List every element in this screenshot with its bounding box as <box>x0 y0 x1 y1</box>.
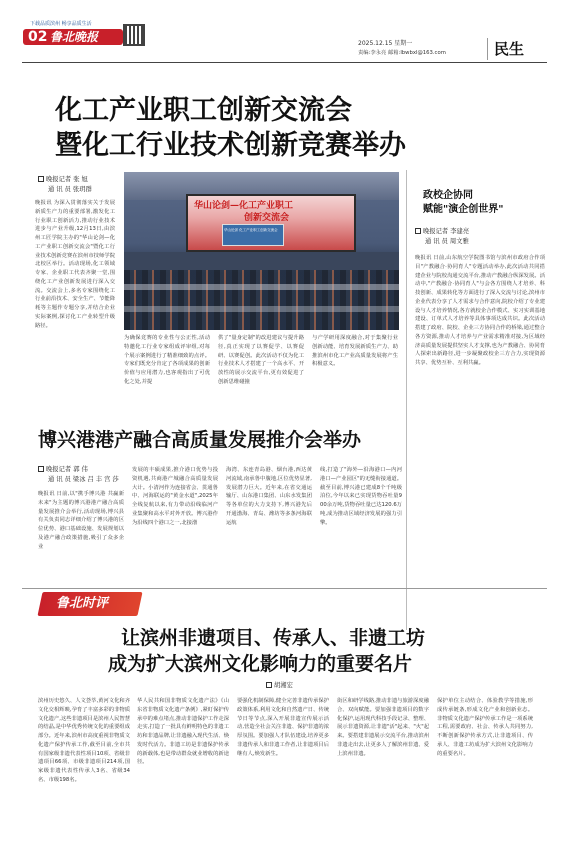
masthead-rule <box>22 62 547 63</box>
qr-code <box>123 24 145 46</box>
byline-marker-icon <box>415 228 421 234</box>
article2-correspondent: 通 讯 员 梁冰 吕 丰 宫 莎 <box>48 476 119 483</box>
article2-byline <box>38 465 119 485</box>
page-number: 02 <box>28 29 48 45</box>
sidebar-reporter: 晚报记者 李建亮 <box>423 228 470 235</box>
article2-col1: 晚报讯 日前,以"携手博兴港 共赢新未来"为主题的博兴港港产融合高质量发展推介会举行,活动现场,博兴县有关负责同志详细介绍了博兴港的区位优势、港口基础设施、发展规划以及港产融合政策措施,吸引了众多企业 <box>38 491 124 550</box>
article1-title-line1: 化工产业职工创新交流会 <box>55 95 352 126</box>
sidebar-byline <box>415 227 469 247</box>
article2-reporter: 晚报记者 郭 伟 <box>46 466 88 473</box>
photo-banner-line2: 创新交流会 <box>244 213 290 223</box>
commentary-tag: 鲁北时评 <box>56 596 109 611</box>
commentary-author: 胡湘宏 <box>274 682 293 689</box>
sidebar-divider <box>406 170 407 630</box>
article1-reporter: 晚报记者 张 旭 <box>46 176 88 183</box>
slogan: 下载品质滨州 畅享品质生活 <box>30 21 92 27</box>
photo-table-row <box>124 284 399 290</box>
editor-info: 责编:李永亮 邮箱:lbwbxl@163.com <box>358 50 446 56</box>
sidebar-correspondent: 通 讯 员 周文雅 <box>425 238 469 245</box>
masthead <box>0 0 569 66</box>
photo-banner-line1: 华山论剑—化工产业职工 <box>194 201 294 211</box>
article1-col3: 供了"量身定制"的改进建议与提升路径,真正实现了以赛促学、以赛促研、以赛促创。此次活动不仅为化工行业技术人才搭建了一个高水平、开放性的展示交流平台,更有效促进了创新思维碰撞 <box>218 335 304 385</box>
photo-audience <box>124 270 399 330</box>
sidebar-text: 晚报讯 日前,山东航空学院图书馆与滨州市政府合作项目"产教融合·协同育人"专题活动举办,此次活动共同搭建企业与院校沟通交流平台,推动产教融合纵深发展。活动中,"产教融合·协同育人"与会各方围绕人才培养、科技创新、成果转化等方面进行了深入交流与讨论,滨州市企业代表分享了人才需求与合作意向,院校介绍了专业建设与人才培养情况,各方就校企合作模式、实习实训基地建设、订单式人才培养等具体事项达成共识。此次活动搭建了政府、院校、企业三方协同合作的桥梁,通过整合各方资源,推动人才培养与产业需求精准对接,为区域经济高质量发展提供坚实人才支撑,也为产教融合、协同育人探索出新路径,进一步凝聚政校企三方合力,实现资源共享、优势互补、互利共赢。 <box>415 255 545 366</box>
byline-marker-icon <box>266 682 272 688</box>
article1-correspondent: 通 讯 员 张玥群 <box>48 186 92 193</box>
commentary-byline <box>266 681 293 691</box>
article1-col4: 与产学研用深度融合,对于集聚行业创新动能、培育发展新质生产力、助推滨州市化工产业高质量发展将产生积极意义。 <box>312 335 398 368</box>
article1-col1: 晚报讯 为深入贯彻落实关于发展新质生产力的重要部署,激发化工行业职工创新活力,推动行业技术进步与产业升级,12月13日,由滨州工匠学院主办的"华山论剑—化工产业职工创新交流会"暨化工行业技术创新竞赛在滨州市技师学院北校区举行。活动现场,化工领域专家、企业职工代表齐聚一堂,围绕化工产业创新发展进行深入交流。交流会上,多名专家围绕化工行业前沿技术、安全生产、节能降耗等主题作专题分享,并结合企业实际案例,探讨化工产业转型升级路径。 <box>35 200 115 329</box>
sidebar-title-line1: 政校企协同 <box>423 190 473 201</box>
byline-marker-icon <box>38 176 44 182</box>
section-divider <box>487 38 488 60</box>
commentary-col5: 保护单位主动结合、体验教学等措施,形成传承链条,形成文化产业和创新业态。非物质文化遗产保护传承工作是一项系统工程,需要政府、社会、传承人共同努力,不断创新保护传承方式,让非遗项目、传承人、非遗工坊成为扩大滨州文化影响力的重要名片。 <box>437 698 533 757</box>
photo-stage <box>124 252 399 272</box>
article1-photo <box>124 172 399 330</box>
commentary-title-line2: 成为扩大滨州文化影响力的重要名片 <box>108 653 413 675</box>
commentary-title-line1: 让滨州非遗项目、传承人、非遗工坊 <box>121 627 426 649</box>
article2-col2: 发展的丰硕成果,推介港口优势与投资机遇,共商港产城融合高质量发展大计。小清河作为连接省会、贯通鲁中、河海联运的"黄金水道",2025年全线复航以来,有力带动沿线临河产业集聚和高水平对外开放。博兴港作为沿线四个港口之一,北接渤 <box>132 467 218 526</box>
article1-col2: 为确保竞赛的专业性与公正性,活动特邀化工行业专家组成评审组,对每个展示案例进行了精准细致的点评。专家们既充分肯定了各项成果的创新价值与应用潜力,也客观指出了可优化之处,并提 <box>124 335 210 385</box>
section-name: 民生 <box>494 40 525 58</box>
photo-screen-text: 华山论剑 化工产业职工创新交流会 <box>224 228 278 232</box>
commentary-rule <box>22 588 547 589</box>
commentary-col4: 街区和研学线路,推动非遗与旅游深度融合、双向赋能。要加强非遗项目的数字化保护,运用现代科技手段记录、整理、展示非遗资源,让非遗"活"起来、"火"起来。要搭建非遗展示交流平台,推动滨州非遗走出去,让更多人了解滨州非遗、爱上滨州非遗。 <box>337 698 429 757</box>
issue-date: 2025.12.15 星期一 <box>358 40 413 47</box>
commentary-col1: 滨州历史悠久、人文荟萃,黄河文化和齐文化交相辉映,孕育了丰富多彩的非物质文化遗产,这些非遗项目是滨州人民智慧的结晶,是中华优秀传统文化的重要组成部分。近年来,滨州市高度重视非物质文化遗产保护传承工作,截至目前,全市共有国家级非遗代表性项目10项、省级非遗项目66项、市级非遗项目214项,国家级非遗代表性传承人3名、省级34名、市级198名。 <box>38 698 130 783</box>
byline-marker-icon <box>38 466 44 472</box>
sidebar-title-line2: 赋能"演企创世界" <box>423 204 504 215</box>
article1-title-line2: 暨化工行业技术创新竞赛举办 <box>55 130 406 161</box>
article2-title: 博兴港港产融合高质量发展推介会举办 <box>38 429 362 451</box>
article1-byline <box>38 175 92 195</box>
article2-col4: 线,打造了"海外—沿海港口—内河港口—产业园区"的无缝衔接通道。截至目前,博兴港已建成8个千吨级泊位,今年以来已实现货物吞吐量900余万吨,货物吞吐量已达120.6万吨,成为推动区域经济发展的强力引擎。 <box>320 467 402 526</box>
commentary-col2: 华人民共和国非物质文化遗产法》《山东省非物质文化遗产条例》,紧盯保护传承中的难点堵点,推动非遗保护工作走深走实,打造了一批具有鲜明特色的非遗工坊和非遗品牌,让非遗融入现代生活、焕发时代活力。非遗工坊是非遗保护传承的新载体,也是带动群众就业增收的新途径。 <box>137 698 229 766</box>
article2-col3: 海湾、东连青岛港、烟台港,西达黄河流域,南承鲁中腹地,区位优势显著,发展潜力巨大。近年来,在省交通运输厅、山东港口集团、山东水发集团等各单位的大力支持下,博兴港先后开通渤海、青岛、潍坊等多条河海联运航 <box>226 467 312 526</box>
photo-table-row <box>124 306 399 312</box>
commentary-col3: 要强化机制保障,健全完善非遗传承保护政策体系,利用文化和自然遗产日、传统节日等节点,深入开展非遗宣传展示活动,营造全社会关注非遗、保护非遗的浓厚氛围。要加强人才队伍建设,培养更多非遗传承人和非遗工作者,让非遗项目后继有人,焕发新生。 <box>237 698 329 757</box>
paper-name: 鲁北晚报 <box>50 30 99 44</box>
